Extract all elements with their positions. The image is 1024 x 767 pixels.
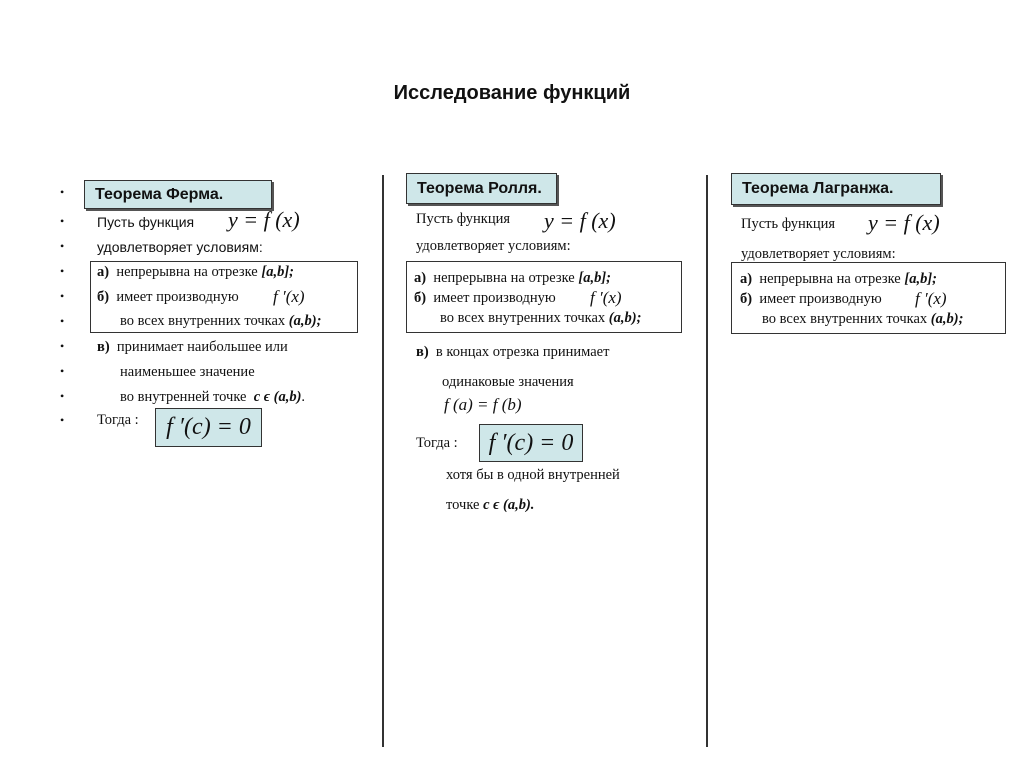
result-formula bbox=[479, 424, 583, 462]
condition-b-cont: во всех внутренних точках bbox=[440, 310, 606, 326]
label: а) bbox=[740, 271, 753, 287]
derivative-formula: f ′(x) bbox=[915, 289, 947, 308]
bullet: • bbox=[60, 364, 65, 378]
bullet: • bbox=[60, 289, 65, 303]
derivative-formula: f ′(x) bbox=[273, 287, 305, 306]
let-text: Пусть функция bbox=[97, 214, 195, 230]
rolle-heading: Теорема Ролля. bbox=[406, 173, 557, 204]
equal-values-formula: f (a) = f (b) bbox=[444, 395, 522, 414]
interval: (a,b); bbox=[608, 310, 642, 326]
derivative-formula: f ′(x) bbox=[590, 288, 622, 307]
column-divider bbox=[382, 175, 384, 747]
function-formula: y = f (x) bbox=[868, 210, 940, 235]
bullet: • bbox=[60, 389, 65, 403]
interval: [a,b]; bbox=[904, 271, 937, 287]
interval: (a,b); bbox=[930, 311, 964, 327]
conclusion-text: точке bbox=[446, 497, 480, 513]
label: б) bbox=[740, 291, 753, 307]
condition-c: в концах отрезка принимает bbox=[435, 344, 610, 360]
function-formula: y = f (x) bbox=[228, 207, 300, 232]
conditions-text: удовлетворяет условиям: bbox=[741, 246, 896, 262]
column-divider bbox=[706, 175, 708, 747]
let-text: Пусть функция bbox=[741, 216, 836, 232]
period: . bbox=[301, 389, 306, 405]
conditions-text: удовлетворяет условиям: bbox=[416, 238, 571, 254]
label: в) bbox=[97, 339, 110, 355]
bullet: • bbox=[60, 214, 65, 228]
result-formula bbox=[155, 408, 262, 447]
bullet: • bbox=[60, 413, 65, 427]
then-text: Тогда : bbox=[97, 412, 139, 428]
label: в) bbox=[416, 344, 429, 360]
then-text: Тогда : bbox=[416, 435, 458, 451]
lagrange-heading: Теорема Лагранжа. bbox=[731, 173, 941, 205]
interval: [a,b]; bbox=[578, 270, 611, 286]
bullet: • bbox=[60, 185, 65, 199]
condition-c-cont: наименьшее значение bbox=[120, 364, 255, 380]
point: c ϵ (a,b). bbox=[483, 497, 535, 513]
result-text: f ′(c) = 0 bbox=[488, 429, 574, 456]
condition-a: непрерывна на отрезке bbox=[433, 270, 575, 286]
bullet: • bbox=[60, 339, 65, 353]
fermat-heading: Теорема Ферма. bbox=[84, 180, 272, 209]
condition-c-cont: во внутренней точке bbox=[120, 389, 247, 405]
condition-b: имеет производную bbox=[759, 291, 882, 307]
bullet: • bbox=[60, 264, 65, 278]
condition-b-cont: во всех внутренних точках bbox=[120, 313, 286, 329]
interval: (a,b); bbox=[288, 313, 322, 329]
conditions-text: удовлетворяет условиям: bbox=[97, 239, 263, 255]
condition-a: непрерывна на отрезке bbox=[116, 264, 258, 280]
bullet: • bbox=[60, 314, 65, 328]
point: c ϵ (a,b) bbox=[253, 389, 302, 405]
label: а) bbox=[414, 270, 427, 286]
condition-c: принимает наибольшее или bbox=[116, 339, 288, 355]
label: б) bbox=[414, 290, 427, 306]
result-text: f ′(c) = 0 bbox=[166, 414, 251, 440]
let-text: Пусть функция bbox=[416, 211, 511, 227]
function-formula: y = f (x) bbox=[544, 208, 616, 233]
bullet: • bbox=[60, 239, 65, 253]
conclusion-text: хотя бы в одной внутренней bbox=[446, 467, 620, 483]
condition-c-cont: одинаковые значения bbox=[442, 374, 574, 390]
condition-b-cont: во всех внутренних точках bbox=[762, 311, 928, 327]
interval: [a,b]; bbox=[261, 264, 294, 280]
condition-b: имеет производную bbox=[116, 289, 239, 305]
page-title: Исследование функций bbox=[393, 82, 631, 104]
condition-a: непрерывна на отрезке bbox=[759, 271, 901, 287]
label: а) bbox=[97, 264, 110, 280]
label: б) bbox=[97, 289, 110, 305]
condition-b: имеет производную bbox=[433, 290, 556, 306]
